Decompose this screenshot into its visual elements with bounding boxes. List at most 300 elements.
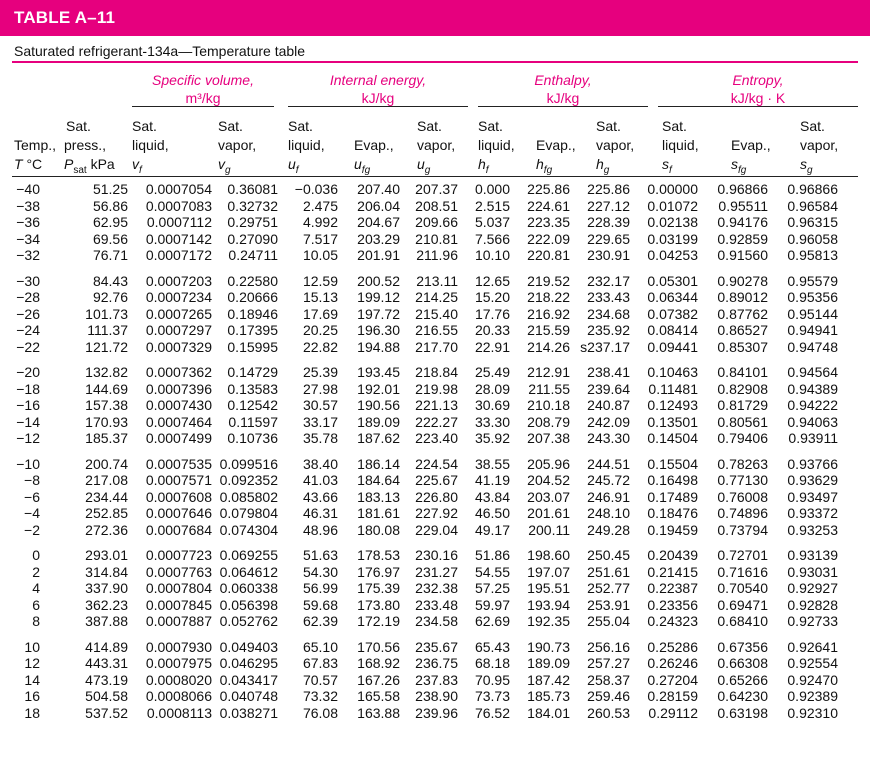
cell-sg: 0.93766 [787, 455, 838, 472]
cell-sg: 0.93629 [787, 472, 838, 488]
cell-psat: 443.31 [85, 655, 128, 671]
cell-ug: 230.16 [415, 547, 458, 563]
cell-hf: 46.50 [474, 505, 510, 521]
cell-uf: 41.03 [302, 472, 338, 488]
cell-vg: 0.099516 [219, 455, 278, 472]
cell-psat: 537.52 [85, 704, 128, 721]
cell-vf: 0.0007329 [145, 338, 212, 355]
cell-ug: 217.70 [415, 338, 458, 355]
col-header-sf-l3: $s_f$ [662, 156, 672, 176]
cell-sg: 0.96866 [787, 181, 838, 197]
cell-hfg: 195.51 [527, 580, 570, 596]
col-header-hg-l2: vapor, [596, 137, 635, 153]
cell-hf: 17.76 [474, 305, 510, 322]
cell-sf: 0.02138 [647, 214, 698, 230]
cell-psat: 170.93 [85, 413, 128, 430]
cell-vf: 0.0007646 [145, 505, 212, 521]
cell-sg: 0.94063 [787, 413, 838, 430]
cell-sfg: 0.94176 [717, 214, 768, 230]
cell-ufg: 193.45 [357, 364, 400, 380]
cell-temp: −14 [16, 413, 40, 430]
cell-sf: 0.12493 [647, 397, 698, 413]
cell-hf: 57.25 [474, 580, 510, 596]
cell-hg: 234.68 [587, 305, 630, 322]
col-header-temp [14, 117, 56, 174]
cell-ug: 236.75 [415, 655, 458, 671]
cell-hg: 251.61 [587, 563, 630, 580]
cell-ufg: 172.19 [357, 613, 400, 629]
cell-hg: 228.39 [587, 214, 630, 230]
cell-vf: 0.0008020 [145, 671, 212, 688]
cell-hg: 238.41 [587, 364, 630, 380]
col-header-hfg [536, 117, 576, 180]
cell-temp: −18 [16, 380, 40, 397]
cell-ug: 231.27 [415, 563, 458, 580]
cell-uf: 76.08 [302, 704, 338, 721]
cell-temp: 6 [32, 596, 40, 613]
cell-ug: 209.66 [415, 214, 458, 230]
cell-ufg: 184.64 [357, 472, 400, 488]
cell-vg: 0.040748 [219, 688, 278, 704]
cell-ufg: 183.13 [357, 488, 400, 505]
table-row [12, 247, 838, 264]
cell-psat: 200.74 [85, 455, 128, 472]
cell-vg: 0.13583 [227, 380, 278, 397]
cell-ug: 226.80 [415, 488, 458, 505]
cell-uf: 25.39 [302, 364, 338, 380]
cell-psat: 217.08 [85, 472, 128, 488]
cell-ug: 223.40 [415, 430, 458, 446]
cell-sf: 0.26246 [647, 655, 698, 671]
cell-hfg: 193.94 [527, 596, 570, 613]
data-table [12, 181, 838, 721]
cell-uf: 2.475 [302, 197, 338, 214]
cell-sfg: 0.71616 [717, 563, 768, 580]
cell-hf: 38.55 [474, 455, 510, 472]
table-row [12, 522, 838, 539]
cell-sfg: 0.69471 [717, 596, 768, 613]
cell-hf: 41.19 [474, 472, 510, 488]
cell-sf: 0.23356 [647, 596, 698, 613]
cell-sfg: 0.67356 [717, 638, 768, 655]
col-header-temp-l2: Temp., [14, 137, 57, 153]
cell-ug: 221.13 [415, 397, 458, 413]
cell-hg: 235.92 [587, 322, 630, 338]
cell-vf: 0.0007499 [145, 430, 212, 446]
cell-sfg: 0.66308 [717, 655, 768, 671]
cell-sfg: 0.92859 [717, 230, 768, 247]
cell-hf: 76.52 [474, 704, 510, 721]
cell-psat: 101.73 [85, 305, 128, 322]
cell-temp: 12 [24, 655, 40, 671]
table-row [12, 181, 838, 198]
cell-vf: 0.0007142 [145, 230, 212, 247]
cell-psat: 144.69 [85, 380, 128, 397]
table-row [12, 289, 838, 306]
cell-vg: 0.15995 [227, 338, 278, 355]
col-header-vf-l3: $v_f$ [132, 156, 142, 176]
table-banner [0, 0, 870, 36]
cell-vf: 0.0007535 [145, 455, 212, 472]
cell-sfg: 0.96866 [717, 181, 768, 197]
cell-uf: 70.57 [302, 671, 338, 688]
cell-hfg: 198.60 [527, 547, 570, 563]
cell-vf: 0.0007234 [145, 289, 212, 305]
cell-hf: 59.97 [474, 596, 510, 613]
cell-psat: 293.01 [85, 547, 128, 563]
cell-temp: 8 [32, 613, 40, 629]
cell-vf: 0.0007763 [145, 563, 212, 580]
cell-temp: −32 [16, 247, 40, 263]
group-spacer [12, 630, 838, 639]
col-header-uf-l2: liquid, [288, 137, 325, 153]
cell-hfg: 218.22 [527, 289, 570, 305]
cell-vf: 0.0007975 [145, 655, 212, 671]
col-header-psat-l3: $P_{sat}$ kPa [64, 156, 115, 176]
col-header-vg-l1: Sat. [218, 118, 243, 134]
cell-ufg: 170.56 [357, 638, 400, 655]
cell-sf: 0.21415 [647, 563, 698, 580]
cell-vg: 0.22580 [227, 272, 278, 289]
cell-psat: 272.36 [85, 521, 128, 538]
cell-ug: 238.90 [415, 688, 458, 704]
cell-sg: 0.96315 [787, 214, 838, 230]
cell-ufg: 173.80 [357, 596, 400, 613]
cell-sfg: 0.84101 [717, 364, 768, 380]
cell-vg: 0.038271 [219, 704, 278, 721]
cell-ufg: 163.88 [357, 704, 400, 721]
cell-uf: 59.68 [302, 596, 338, 613]
cell-ug: 218.84 [415, 364, 458, 380]
cell-vg: 0.32732 [227, 197, 278, 214]
cell-hf: 5.037 [474, 214, 510, 230]
cell-sf: 0.06344 [647, 289, 698, 305]
table-row [12, 198, 838, 215]
cell-vg: 0.27090 [227, 230, 278, 247]
cell-hf: 20.33 [474, 322, 510, 338]
cell-vg: 0.043417 [219, 671, 278, 688]
cell-psat: 314.84 [85, 563, 128, 580]
cell-vf: 0.0007172 [145, 247, 212, 263]
cell-sg: 0.95579 [787, 272, 838, 289]
cell-hg: 229.65 [587, 230, 630, 247]
cell-hfg: 203.07 [527, 488, 570, 505]
cell-hg: 225.86 [587, 181, 630, 197]
col-header-vg-l3: $v_g$ [218, 156, 231, 176]
cell-hf: 15.20 [474, 289, 510, 305]
col-header-hf [478, 117, 515, 180]
cell-ug: 229.04 [415, 521, 458, 538]
cell-hg: 256.16 [587, 638, 630, 655]
cell-sfg: 0.78263 [717, 455, 768, 472]
col-header-sg-l1: Sat. [800, 118, 825, 134]
cell-hg: 233.43 [587, 289, 630, 305]
group-entropy-title: Entropy, [732, 72, 784, 88]
cell-vf: 0.0007804 [145, 580, 212, 596]
cell-vf: 0.0007608 [145, 488, 212, 505]
cell-uf: 17.69 [302, 305, 338, 322]
cell-uf: 62.39 [302, 613, 338, 629]
cell-hf: 30.69 [474, 397, 510, 413]
cell-vg: 0.12542 [227, 397, 278, 413]
cell-sg: 0.93031 [787, 563, 838, 580]
cell-hfg: 223.35 [527, 214, 570, 230]
cell-hg: 258.37 [587, 671, 630, 688]
cell-sg: 0.93253 [787, 521, 838, 538]
cell-psat: 362.23 [85, 596, 128, 613]
cell-vf: 0.0007362 [145, 364, 212, 380]
cell-sf: 0.27204 [647, 671, 698, 688]
cell-ug: 213.11 [416, 272, 458, 289]
cell-uf: 56.99 [302, 580, 338, 596]
cell-sfg: 0.87762 [717, 305, 768, 322]
cell-ufg: 201.91 [357, 247, 400, 263]
cell-psat: 111.37 [87, 322, 128, 338]
cell-vf: 0.0008066 [145, 688, 212, 704]
cell-ufg: 199.12 [357, 289, 400, 305]
col-header-hg [596, 117, 634, 180]
cell-sfg: 0.73794 [717, 521, 768, 538]
group-specific-volume-unit: m³/kg [185, 90, 221, 106]
cell-ug: 219.98 [415, 380, 458, 397]
cell-hg: 246.91 [587, 488, 630, 505]
cell-ufg: 181.61 [357, 505, 400, 521]
cell-sg: 0.94748 [787, 338, 838, 355]
cell-hfg: 220.81 [527, 247, 570, 263]
cell-hg: 227.12 [587, 197, 630, 214]
cell-hfg: 185.73 [527, 688, 570, 704]
cell-hf: 73.73 [474, 688, 510, 704]
cell-hg: 230.91 [587, 247, 630, 263]
cell-sfg: 0.68410 [717, 613, 768, 629]
col-header-ufg-l3: $u_{fg}$ [354, 156, 371, 176]
table-row [12, 306, 838, 323]
cell-sfg: 0.86527 [717, 322, 768, 338]
cell-sg: 0.94941 [787, 322, 838, 338]
cell-hfg: 214.26 [527, 338, 570, 355]
cell-sg: 0.92733 [787, 613, 838, 629]
cell-sf: 0.05301 [647, 272, 698, 289]
cell-temp: −16 [16, 397, 40, 413]
cell-hf: 33.30 [474, 413, 510, 430]
col-header-hf-l1: Sat. [478, 118, 503, 134]
cell-sfg: 0.89012 [717, 289, 768, 305]
group-entropy-unit: kJ/kg · K [730, 90, 786, 106]
cell-psat: 185.37 [85, 430, 128, 446]
cell-temp: −6 [24, 488, 40, 505]
cell-temp: −10 [16, 455, 40, 472]
cell-hfg: 222.09 [527, 230, 570, 247]
cell-sfg: 0.65266 [717, 671, 768, 688]
col-header-uf [288, 117, 325, 180]
cell-vf: 0.0007430 [145, 397, 212, 413]
cell-uf: 38.40 [302, 455, 338, 472]
cell-sg: 0.94222 [787, 397, 838, 413]
cell-hfg: 205.96 [527, 455, 570, 472]
cell-sg: 0.96058 [787, 230, 838, 247]
cell-hf: 65.43 [474, 638, 510, 655]
cell-hfg: 197.07 [527, 563, 570, 580]
table-row [12, 214, 838, 231]
cell-vf: 0.0007464 [145, 413, 212, 430]
col-header-hfg-l2: Evap., [536, 137, 576, 153]
cell-psat: 157.38 [85, 397, 128, 413]
cell-ufg: 165.58 [357, 688, 400, 704]
cell-ufg: 192.01 [357, 380, 400, 397]
cell-sf: 0.24323 [647, 613, 698, 629]
cell-uf: 27.98 [302, 380, 338, 397]
cell-sfg: 0.79406 [717, 430, 768, 446]
cell-sfg: 0.74896 [717, 505, 768, 521]
cell-hfg: 189.09 [527, 655, 570, 671]
cell-hf: 51.86 [474, 547, 510, 563]
cell-ufg: 200.52 [357, 272, 400, 289]
cell-uf: 7.517 [302, 230, 338, 247]
group-spacer [12, 355, 838, 364]
cell-uf: 10.05 [302, 247, 338, 263]
cell-ufg: 204.67 [357, 214, 400, 230]
group-internal-energy [288, 71, 468, 107]
col-header-sfg-l3: $s_{fg}$ [731, 156, 747, 176]
col-header-sfg-l2: Evap., [731, 137, 771, 153]
cell-ug: 211.96 [416, 247, 458, 263]
cell-uf: 20.25 [302, 322, 338, 338]
table-row [12, 339, 838, 356]
table-row [12, 381, 838, 398]
cell-hg: 249.28 [587, 521, 630, 538]
col-header-vg-l2: vapor, [218, 137, 257, 153]
cell-ug: 225.67 [415, 472, 458, 488]
cell-vg: 0.046295 [219, 655, 278, 671]
cell-temp: −40 [16, 181, 40, 197]
cell-uf: 30.57 [302, 397, 338, 413]
cell-sf: 0.00000 [647, 181, 698, 197]
cell-sf: 0.03199 [647, 230, 698, 247]
cell-temp: 10 [24, 638, 40, 655]
table-row [12, 613, 838, 630]
table-row [12, 456, 838, 473]
col-header-ug-l2: vapor, [417, 137, 456, 153]
cell-hf: 43.84 [474, 488, 510, 505]
cell-sf: 0.16498 [647, 472, 698, 488]
cell-psat: 252.85 [85, 505, 128, 521]
cell-hf: 49.17 [474, 521, 510, 538]
cell-sf: 0.04253 [647, 247, 698, 263]
cell-hfg: 225.86 [527, 181, 570, 197]
table-row [12, 580, 838, 597]
table-row [12, 564, 838, 581]
group-entropy-rule [658, 106, 858, 107]
cell-uf: 15.13 [302, 289, 338, 305]
cell-psat: 76.71 [92, 247, 128, 263]
cell-sg: 0.93372 [787, 505, 838, 521]
col-header-sg-l3: $s_g$ [800, 156, 813, 176]
cell-vg: 0.20666 [227, 289, 278, 305]
col-header-ug-l1: Sat. [417, 118, 442, 134]
col-header-ug [417, 117, 455, 180]
cell-ufg: 203.29 [357, 230, 400, 247]
cell-vg: 0.060338 [219, 580, 278, 596]
cell-temp: −28 [16, 289, 40, 305]
cell-vg: 0.052762 [219, 613, 278, 629]
cell-vf: 0.0007112 [146, 214, 212, 230]
cell-sfg: 0.81729 [717, 397, 768, 413]
cell-hfg: 211.55 [528, 380, 570, 397]
cell-sf: 0.14504 [647, 430, 698, 446]
group-internal-energy-unit: kJ/kg [361, 90, 395, 106]
cell-vg: 0.17395 [227, 322, 278, 338]
cell-sg: 0.92389 [787, 688, 838, 704]
cell-hfg: 201.61 [527, 505, 570, 521]
table-row [12, 273, 838, 290]
cell-ug: 224.54 [415, 455, 458, 472]
cell-temp: −26 [16, 305, 40, 322]
cell-vf: 0.0007684 [145, 521, 212, 538]
cell-vg: 0.18946 [227, 305, 278, 322]
cell-ug: 227.92 [415, 505, 458, 521]
col-header-uf-l3: $u_f$ [288, 156, 299, 176]
cell-temp: 2 [32, 563, 40, 580]
cell-vg: 0.24711 [228, 247, 278, 263]
col-header-sf [662, 117, 699, 180]
cell-ufg: 176.97 [357, 563, 400, 580]
col-header-hf-l3: $h_f$ [478, 156, 489, 176]
cell-vf: 0.0007930 [145, 638, 212, 655]
cell-ug: 208.51 [415, 197, 458, 214]
cell-sg: 0.96584 [787, 197, 838, 214]
cell-hg: 260.53 [587, 704, 630, 721]
cell-temp: −12 [16, 430, 40, 446]
table-caption: Saturated refrigerant-134a—Temperature table [14, 43, 306, 59]
cell-vg: 0.049403 [219, 638, 278, 655]
cell-hf: 54.55 [474, 563, 510, 580]
cell-sf: 0.19459 [647, 521, 698, 538]
cell-sfg: 0.80561 [717, 413, 768, 430]
cell-hfg: 200.11 [528, 521, 570, 538]
cell-hf: 22.91 [474, 338, 510, 355]
cell-hg: 250.45 [587, 547, 630, 563]
cell-uf: 65.10 [302, 638, 338, 655]
cell-sf: 0.28159 [647, 688, 698, 704]
cell-sfg: 0.76008 [717, 488, 768, 505]
group-specific-volume [132, 71, 274, 107]
cell-ufg: 206.04 [357, 197, 400, 214]
cell-ufg: 175.39 [357, 580, 400, 596]
cell-sg: 0.93497 [787, 488, 838, 505]
cell-psat: 69.56 [92, 230, 128, 247]
cell-hf: 10.10 [474, 247, 510, 263]
cell-vf: 0.0007054 [145, 181, 212, 197]
group-enthalpy-title: Enthalpy, [534, 72, 592, 88]
cell-temp: −4 [24, 505, 40, 521]
cell-sf: 0.29112 [648, 704, 698, 721]
cell-ufg: 186.14 [357, 455, 400, 472]
cell-sf: 0.15504 [647, 455, 698, 472]
cell-hfg: 192.35 [527, 613, 570, 629]
cell-hg: 248.10 [587, 505, 630, 521]
col-header-hg-l1: Sat. [596, 118, 621, 134]
cell-ufg: 178.53 [357, 547, 400, 563]
cell-hfg: 219.52 [527, 272, 570, 289]
cell-temp: −34 [16, 230, 40, 247]
cell-hfg: 224.61 [527, 197, 570, 214]
cell-vg: 0.085802 [219, 488, 278, 505]
cell-ufg: 187.62 [357, 430, 400, 446]
group-enthalpy-unit: kJ/kg [546, 90, 580, 106]
cell-psat: 414.89 [85, 638, 128, 655]
cell-vf: 0.0007396 [145, 380, 212, 397]
cell-vf: 0.0007887 [145, 613, 212, 629]
